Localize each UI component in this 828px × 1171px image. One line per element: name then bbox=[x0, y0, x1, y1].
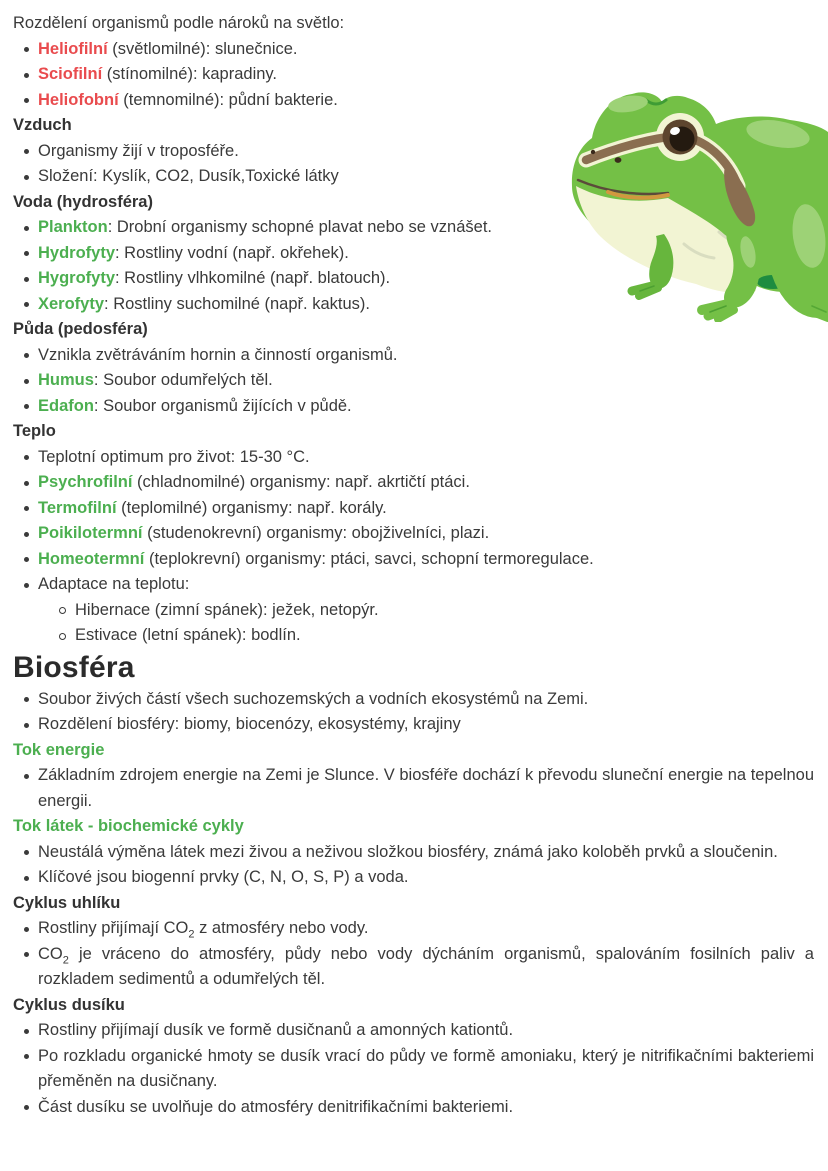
item-text: Hibernace (zimní spánek): ježek, netopýr. bbox=[75, 600, 379, 619]
bullet-list bbox=[13, 343, 820, 420]
bullet-marker bbox=[24, 379, 29, 384]
bullet-marker bbox=[24, 404, 29, 409]
item-text: (chladnomilné) organismy: např. akrtičtí ptáci. bbox=[132, 473, 470, 491]
section-heading: Vzduch bbox=[13, 116, 72, 134]
bullet-list bbox=[13, 1018, 820, 1120]
term-highlight: Sciofilní bbox=[38, 65, 103, 83]
item-text: Estivace (letní spánek): bodlín. bbox=[75, 626, 301, 644]
item-text: : Soubor organismů žijících v půdě. bbox=[93, 396, 352, 415]
bullet-marker bbox=[24, 302, 29, 307]
bullet-item bbox=[13, 62, 820, 88]
bullet-item bbox=[13, 572, 820, 598]
section-heading: Půda (pedosféra) bbox=[13, 320, 148, 338]
item-text: Rostliny přijímají dusík ve formě dusičnanů a amonných kationtů. bbox=[38, 1021, 514, 1039]
bullet-marker bbox=[24, 1029, 29, 1034]
bullet-item bbox=[13, 1095, 820, 1121]
bullet-marker bbox=[24, 1105, 29, 1110]
term-highlight: Humus bbox=[38, 371, 94, 389]
bullet-marker bbox=[24, 481, 29, 486]
bullet-marker bbox=[24, 353, 29, 358]
intro-line: Rozdělení organismů podle nároků na světlo: bbox=[13, 14, 345, 32]
item-text: (temnomilné): půdní bakterie. bbox=[118, 90, 338, 109]
term-highlight: Heliofilní bbox=[38, 39, 108, 58]
bullet-marker bbox=[24, 697, 29, 702]
bullet-marker bbox=[24, 47, 29, 52]
bullet-marker bbox=[24, 532, 29, 537]
section-heading: Teplo bbox=[13, 422, 56, 440]
bullet-marker bbox=[24, 506, 29, 511]
bullet-marker bbox=[24, 98, 29, 103]
item-text: Klíčové jsou biogenní prvky (C, N, O, S, P) a voda. bbox=[38, 868, 409, 886]
bullet-item bbox=[13, 942, 820, 993]
term-highlight: Xerofyty bbox=[38, 294, 105, 313]
bullet-item bbox=[13, 916, 820, 942]
bullet-item bbox=[13, 521, 820, 547]
frog-illustration bbox=[566, 86, 828, 322]
item-text: (stínomilné): kapradiny. bbox=[102, 65, 278, 83]
item-text: Teplotní optimum pro život: 15-30 °C. bbox=[38, 447, 310, 466]
bullet-marker bbox=[24, 723, 29, 728]
bullet-item bbox=[13, 37, 820, 63]
item-text: (světlomilné): slunečnice. bbox=[107, 39, 298, 58]
subscript-2: 2 bbox=[62, 953, 69, 966]
term-highlight: Homeotermní bbox=[38, 549, 145, 568]
bullet-list bbox=[13, 687, 820, 738]
item-text: Soubor živých částí všech suchozemských a vodních ekosystémů na Zemi. bbox=[38, 689, 589, 708]
bullet-list bbox=[13, 763, 820, 814]
item-text: (teplomilné) organismy: např. korály. bbox=[116, 498, 387, 517]
bullet-item bbox=[13, 1044, 820, 1095]
item-text: Rozdělení biosféry: biomy, biocenózy, ekosystémy, krajiny bbox=[38, 715, 461, 733]
bullet-item bbox=[13, 368, 820, 394]
item-text: : Drobní organismy schopné plavat nebo se vznášet. bbox=[107, 218, 492, 236]
bullet-marker bbox=[24, 952, 29, 957]
green-section-heading: Tok energie bbox=[13, 740, 105, 759]
item-text: : Soubor odumřelých těl. bbox=[93, 371, 273, 389]
bullet-marker bbox=[24, 1054, 29, 1059]
section-heading: Cyklus uhlíku bbox=[13, 893, 121, 912]
bullet-list bbox=[13, 840, 820, 891]
bullet-item bbox=[13, 840, 820, 866]
item-text: (teplokrevní) organismy: ptáci, savci, schopní termoregulace. bbox=[144, 549, 594, 568]
term-highlight: Edafon bbox=[38, 396, 94, 415]
term-highlight: Psychrofilní bbox=[38, 473, 133, 491]
term-highlight: Poikilotermní bbox=[38, 524, 143, 542]
term-highlight: Heliofobní bbox=[38, 90, 119, 109]
item-text: Organismy žijí v troposféře. bbox=[38, 141, 239, 160]
bullet-item bbox=[13, 547, 820, 573]
sub-bullet-item bbox=[13, 598, 820, 624]
bullet-marker bbox=[24, 175, 29, 180]
bullet-item bbox=[13, 394, 820, 420]
bullet-marker bbox=[24, 876, 29, 881]
sub-bullet-marker bbox=[59, 633, 66, 640]
term-highlight: Plankton bbox=[38, 218, 108, 236]
bullet-marker bbox=[24, 73, 29, 78]
item-text: : Rostliny suchomilné (např. kaktus). bbox=[104, 294, 370, 313]
item-text: Neustálá výměna látek mezi živou a neživou složkou biosféry, známá jako koloběh prvků a sloučenin. bbox=[38, 842, 778, 861]
item-text: $CO_2$ je vráceno do atmosféry, půdy nebo vody dýcháním organismů, spalováním fosilních paliv a rozkladem sedimentů a odumřelých těl. bbox=[38, 944, 814, 988]
bullet-marker bbox=[24, 927, 29, 932]
bullet-marker bbox=[24, 583, 29, 588]
bullet-item bbox=[13, 712, 820, 738]
bullet-item bbox=[13, 445, 820, 471]
bullet-item bbox=[13, 470, 820, 496]
section-heading: Voda (hydrosféra) bbox=[13, 192, 153, 211]
item-text: Adaptace na teplotu: bbox=[38, 575, 190, 593]
item-text: (studenokrevní) organismy: obojživelníci, plazi. bbox=[142, 524, 490, 542]
bullet-list bbox=[13, 445, 820, 649]
bullet-item bbox=[13, 343, 820, 369]
item-text: Část dusíku se uvolňuje do atmosféry denitrifikačními bakteriemi. bbox=[38, 1097, 514, 1116]
bullet-marker bbox=[24, 149, 29, 154]
sub-bullet-marker bbox=[59, 607, 66, 614]
section-heading: Cyklus dusíku bbox=[13, 995, 125, 1014]
sub-bullet-item bbox=[13, 623, 820, 649]
item-text: Po rozkladu organické hmoty se dusík vrací do půdy ve formě amoniaku, který je nitrifikačními bakteriemi přeměněn na dusičnany. bbox=[38, 1046, 814, 1090]
item-text: Složení: Kyslík, CO2, Dusík,Toxické látky bbox=[38, 167, 339, 185]
bullet-marker bbox=[24, 277, 29, 282]
bullet-item bbox=[13, 496, 820, 522]
item-text: Vznikla zvětráváním hornin a činností organismů. bbox=[38, 345, 398, 364]
bullet-marker bbox=[24, 455, 29, 460]
bullet-marker bbox=[24, 774, 29, 779]
item-text: Základním zdrojem energie na Zemi je Slunce. V biosféře dochází k převodu sluneční energie na tepelnou energii. bbox=[38, 766, 814, 810]
bullet-item bbox=[13, 865, 820, 891]
bullet-item bbox=[13, 1018, 820, 1044]
item-text: : Rostliny vodní (např. okřehek). bbox=[115, 243, 349, 262]
page-heading: Biosféra bbox=[13, 650, 135, 684]
bullet-marker bbox=[24, 557, 29, 562]
bullet-list bbox=[13, 916, 820, 993]
item-text: : Rostliny vlhkomilné (např. blatouch). bbox=[115, 269, 391, 287]
frog-nostril bbox=[591, 150, 595, 154]
bullet-item bbox=[13, 763, 820, 814]
term-highlight: Hygrofyty bbox=[38, 269, 116, 287]
term-highlight: Termofilní bbox=[38, 498, 117, 517]
frog-nostril bbox=[615, 157, 622, 163]
subscript-2: 2 bbox=[188, 928, 195, 941]
bullet-marker bbox=[24, 226, 29, 231]
green-section-heading: Tok látek - biochemické cykly bbox=[13, 817, 244, 835]
bullet-item bbox=[13, 687, 820, 713]
bullet-marker bbox=[24, 850, 29, 855]
bullet-marker bbox=[24, 251, 29, 256]
item-text: Rostliny přijímají $CO_2$ z atmosféry nebo vody. bbox=[38, 919, 369, 941]
term-highlight: Hydrofyty bbox=[38, 243, 116, 262]
